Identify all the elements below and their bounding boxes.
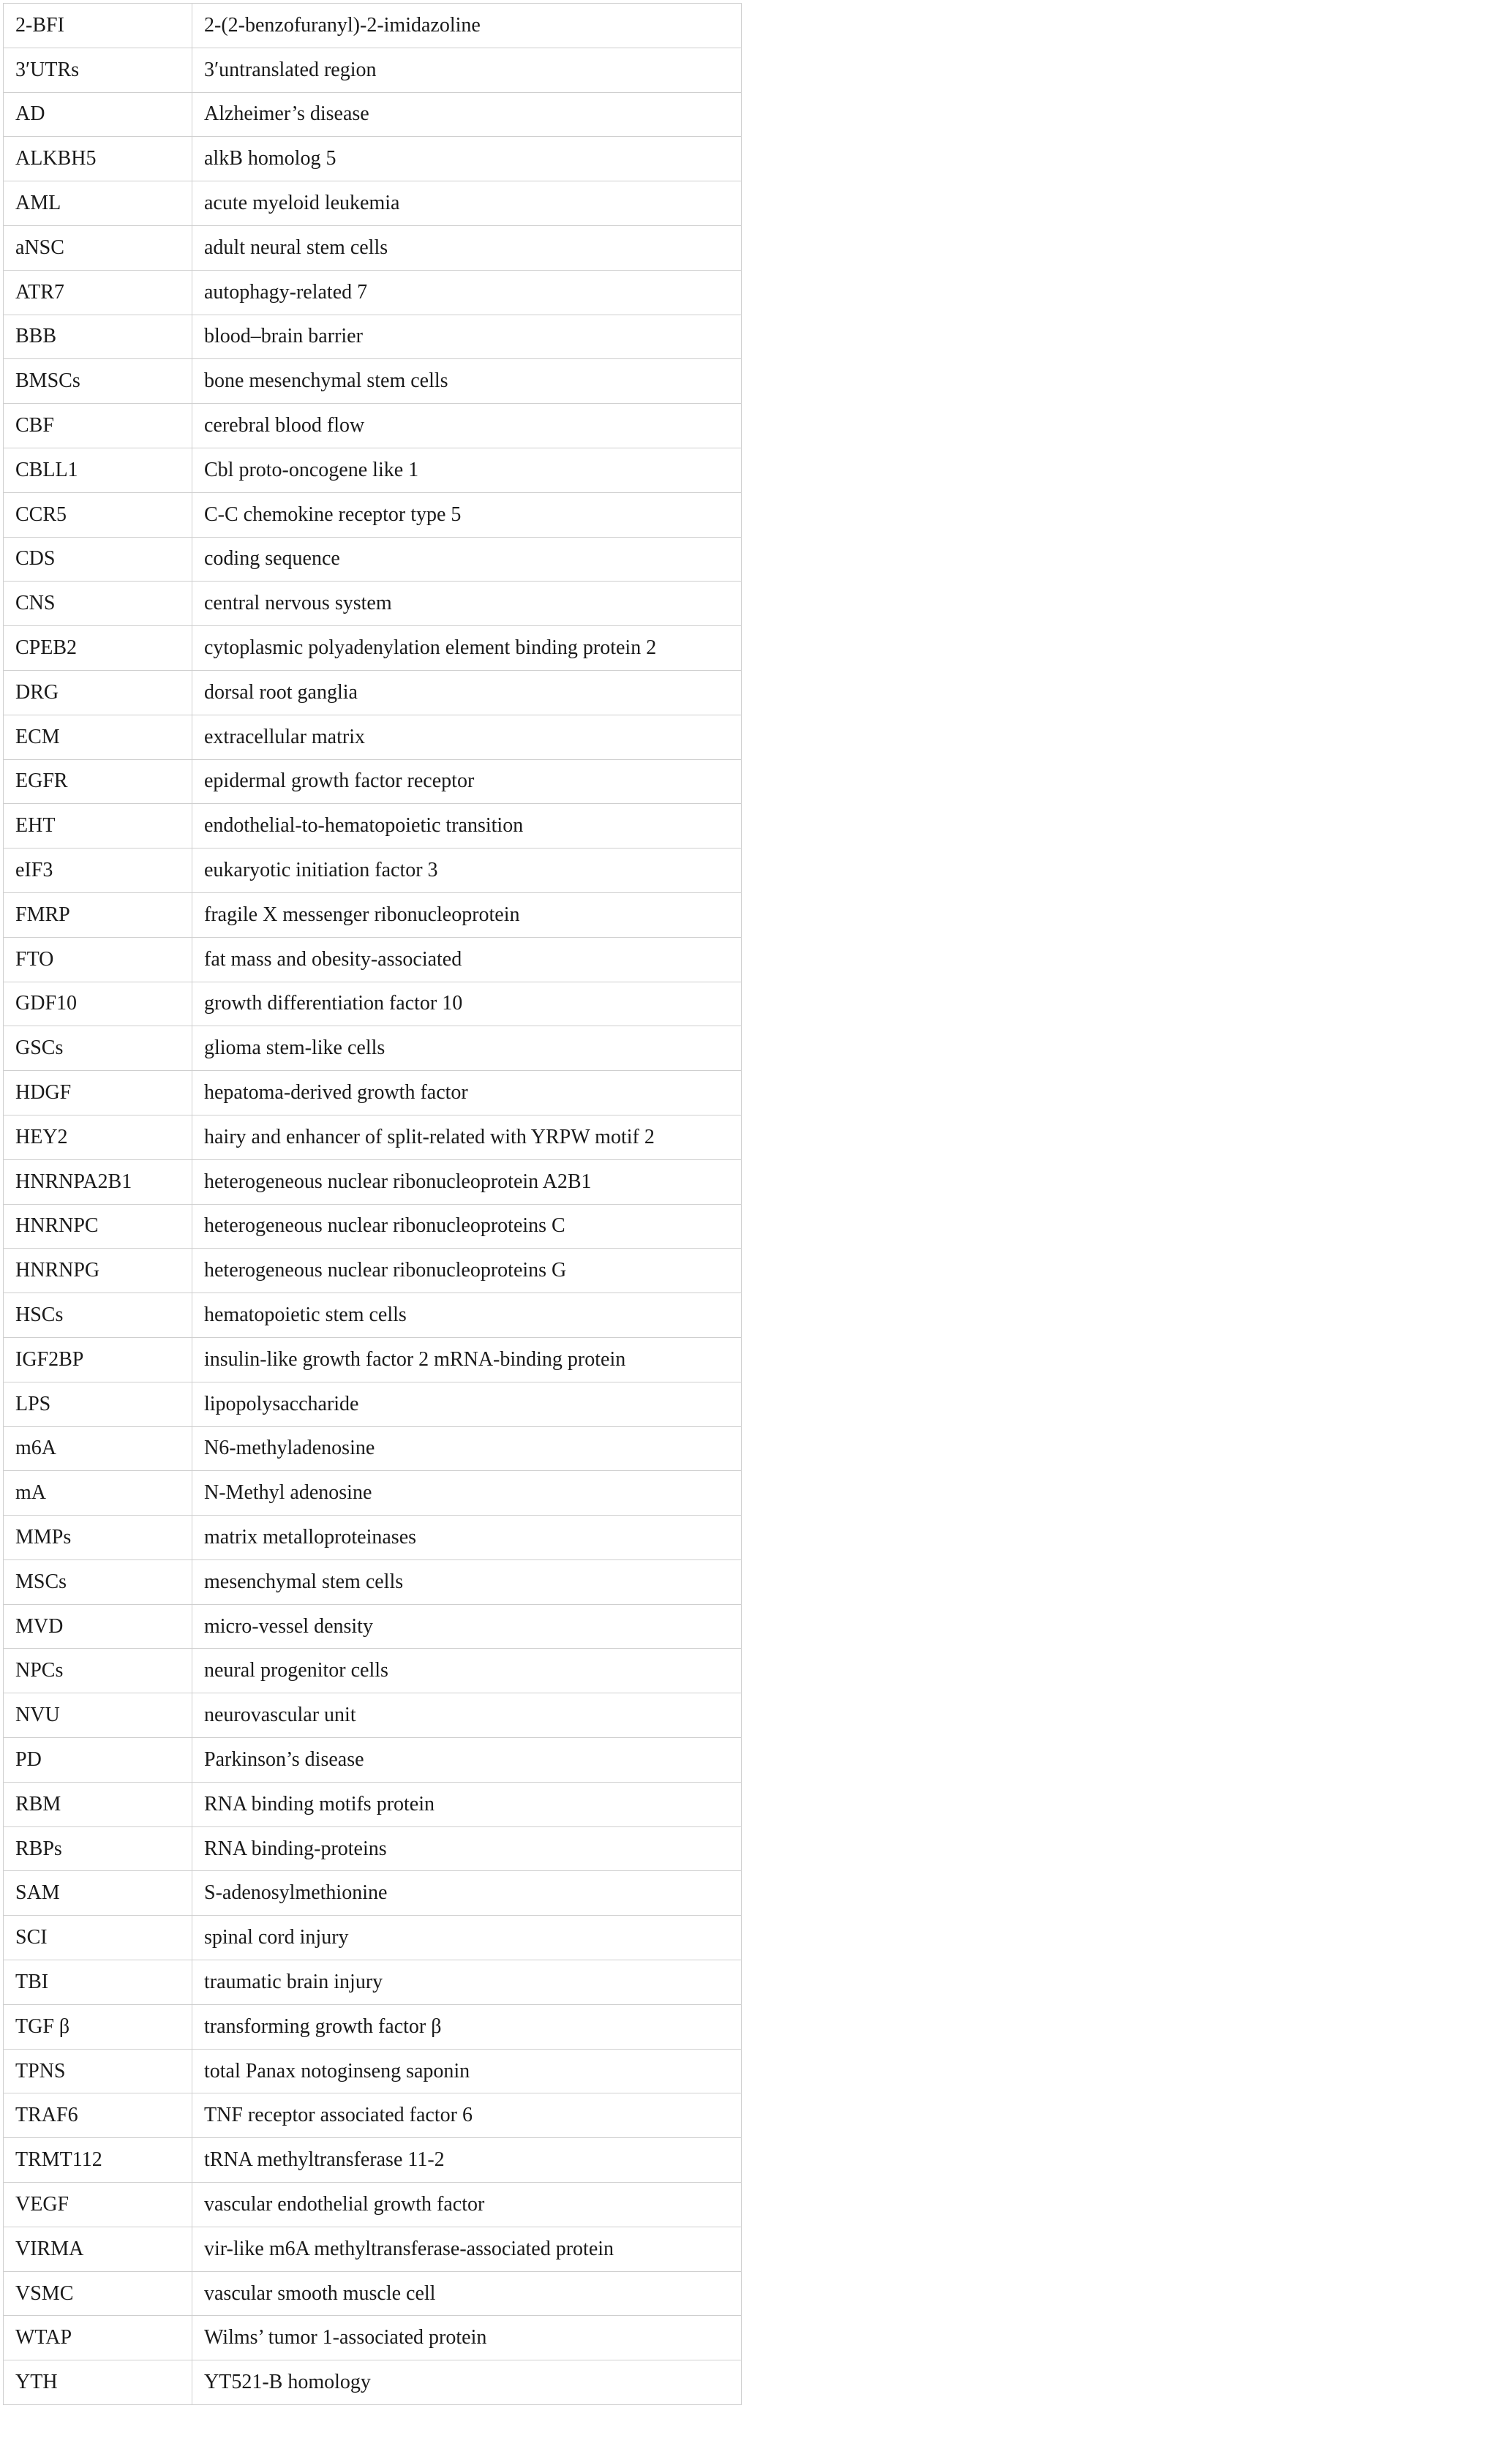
definition-cell: extracellular matrix (192, 715, 742, 759)
table-row (4, 1115, 742, 1159)
table-row (4, 1204, 742, 1249)
definition-cell: alkB homolog 5 (192, 137, 742, 181)
table-row (4, 1604, 742, 1649)
definition-cell: matrix metalloproteinases (192, 1516, 742, 1560)
definition-cell: heterogeneous nuclear ribonucleoprotein A2B1 (192, 1159, 742, 1204)
definition-cell: YT521-B homology (192, 2360, 742, 2405)
definition-cell: mesenchymal stem cells (192, 1559, 742, 1604)
definition-cell: insulin-like growth factor 2 mRNA-binding protein (192, 1337, 742, 1382)
definition-cell: dorsal root ganglia (192, 670, 742, 715)
table-row (4, 1471, 742, 1516)
table-row (4, 181, 742, 226)
abbreviation-cell: AD (4, 92, 192, 137)
definition-cell: traumatic brain injury (192, 1960, 742, 2005)
table-row (4, 1159, 742, 1204)
table-row (4, 1516, 742, 1560)
definition-cell: cerebral blood flow (192, 404, 742, 448)
abbreviation-cell: ECM (4, 715, 192, 759)
table-row (4, 1337, 742, 1382)
abbreviation-cell: TPNS (4, 2049, 192, 2093)
table-row (4, 1649, 742, 1693)
abbreviation-cell: YTH (4, 2360, 192, 2405)
abbreviation-cell: m6A (4, 1426, 192, 1471)
definition-cell: N-Methyl adenosine (192, 1471, 742, 1516)
definition-cell: tRNA methyltransferase 11-2 (192, 2138, 742, 2183)
abbreviation-cell: MSCs (4, 1559, 192, 1604)
definition-cell: Alzheimer’s disease (192, 92, 742, 137)
definition-cell: eukaryotic initiation factor 3 (192, 849, 742, 893)
table-row (4, 48, 742, 92)
abbreviation-cell: SAM (4, 1871, 192, 1916)
abbreviation-cell: NVU (4, 1693, 192, 1738)
abbreviation-cell: mA (4, 1471, 192, 1516)
definition-cell: hairy and enhancer of split-related with YRPW motif 2 (192, 1115, 742, 1159)
abbreviation-cell: eIF3 (4, 849, 192, 893)
abbreviation-cell: FMRP (4, 892, 192, 937)
definition-cell: cytoplasmic polyadenylation element binding protein 2 (192, 626, 742, 671)
table-row (4, 2183, 742, 2227)
table-row (4, 1382, 742, 1426)
definition-cell: vascular smooth muscle cell (192, 2271, 742, 2316)
table-row (4, 759, 742, 804)
table-row (4, 582, 742, 626)
abbreviation-cell: VIRMA (4, 2227, 192, 2271)
definition-cell: spinal cord injury (192, 1916, 742, 1960)
definition-cell: S-adenosylmethionine (192, 1871, 742, 1916)
definition-cell: lipopolysaccharide (192, 1382, 742, 1426)
definition-cell: micro-vessel density (192, 1604, 742, 1649)
definition-cell: total Panax notoginseng saponin (192, 2049, 742, 2093)
table-row (4, 137, 742, 181)
table-row (4, 626, 742, 671)
table-row (4, 1426, 742, 1471)
abbreviation-cell: MVD (4, 1604, 192, 1649)
table-row (4, 1916, 742, 1960)
abbreviation-cell: ALKBH5 (4, 137, 192, 181)
table-row (4, 2316, 742, 2360)
abbreviation-cell: TGF β (4, 2004, 192, 2049)
abbreviation-cell: CBLL1 (4, 448, 192, 492)
abbreviation-cell: CNS (4, 582, 192, 626)
table-row (4, 270, 742, 315)
abbreviation-table (3, 3, 742, 2405)
definition-cell: Parkinson’s disease (192, 1738, 742, 1783)
definition-cell: Wilms’ tumor 1-associated protein (192, 2316, 742, 2360)
table-row (4, 448, 742, 492)
table-row (4, 2271, 742, 2316)
definition-cell: N6-methyladenosine (192, 1426, 742, 1471)
table-row (4, 92, 742, 137)
table-row (4, 1871, 742, 1916)
abbreviation-cell: EGFR (4, 759, 192, 804)
definition-cell: heterogeneous nuclear ribonucleoproteins C (192, 1204, 742, 1249)
definition-cell: C-C chemokine receptor type 5 (192, 492, 742, 537)
abbreviation-cell: CDS (4, 537, 192, 582)
table-row (4, 1826, 742, 1871)
abbreviation-table-body (4, 4, 742, 2405)
definition-cell: epidermal growth factor receptor (192, 759, 742, 804)
abbreviation-cell: RBM (4, 1782, 192, 1826)
table-row (4, 4, 742, 48)
table-row (4, 1782, 742, 1826)
table-row (4, 2138, 742, 2183)
definition-cell: bone mesenchymal stem cells (192, 359, 742, 404)
definition-cell: vir-like m6A methyltransferase-associated protein (192, 2227, 742, 2271)
table-row (4, 715, 742, 759)
definition-cell: hepatoma-derived growth factor (192, 1071, 742, 1115)
abbreviation-cell: HSCs (4, 1293, 192, 1338)
table-row (4, 849, 742, 893)
abbreviation-cell: aNSC (4, 225, 192, 270)
table-row (4, 804, 742, 849)
abbreviation-cell: CBF (4, 404, 192, 448)
definition-cell: fragile X messenger ribonucleoprotein (192, 892, 742, 937)
definition-cell: autophagy-related 7 (192, 270, 742, 315)
abbreviation-cell: TRMT112 (4, 2138, 192, 2183)
abbreviation-cell: GDF10 (4, 982, 192, 1026)
definition-cell: glioma stem-like cells (192, 1026, 742, 1071)
definition-cell: Cbl proto-oncogene like 1 (192, 448, 742, 492)
definition-cell: growth differentiation factor 10 (192, 982, 742, 1026)
table-row (4, 315, 742, 359)
definition-cell: blood–brain barrier (192, 315, 742, 359)
definition-cell: central nervous system (192, 582, 742, 626)
table-row (4, 2049, 742, 2093)
table-row (4, 1693, 742, 1738)
abbreviation-cell: PD (4, 1738, 192, 1783)
abbreviation-cell: HEY2 (4, 1115, 192, 1159)
abbreviation-cell: HDGF (4, 1071, 192, 1115)
definition-cell: vascular endothelial growth factor (192, 2183, 742, 2227)
table-row (4, 1026, 742, 1071)
table-row (4, 670, 742, 715)
table-row (4, 892, 742, 937)
abbreviation-cell: EHT (4, 804, 192, 849)
abbreviation-cell: SCI (4, 1916, 192, 1960)
definition-cell: acute myeloid leukemia (192, 181, 742, 226)
abbreviation-cell: TRAF6 (4, 2093, 192, 2138)
table-row (4, 1071, 742, 1115)
abbreviation-cell: TBI (4, 1960, 192, 2005)
definition-cell: adult neural stem cells (192, 225, 742, 270)
table-row (4, 537, 742, 582)
abbreviation-cell: DRG (4, 670, 192, 715)
abbreviation-cell: IGF2BP (4, 1337, 192, 1382)
table-row (4, 404, 742, 448)
table-row (4, 937, 742, 982)
definition-cell: 2-(2-benzofuranyl)-2-imidazoline (192, 4, 742, 48)
definition-cell: RNA binding motifs protein (192, 1782, 742, 1826)
definition-cell: endothelial-to-hematopoietic transition (192, 804, 742, 849)
definition-cell: hematopoietic stem cells (192, 1293, 742, 1338)
table-row (4, 982, 742, 1026)
definition-cell: TNF receptor associated factor 6 (192, 2093, 742, 2138)
abbreviation-cell: LPS (4, 1382, 192, 1426)
table-row (4, 2227, 742, 2271)
table-row (4, 1293, 742, 1338)
table-row (4, 2093, 742, 2138)
abbreviation-cell: NPCs (4, 1649, 192, 1693)
abbreviation-cell: BMSCs (4, 359, 192, 404)
definition-cell: neurovascular unit (192, 1693, 742, 1738)
abbreviation-cell: AML (4, 181, 192, 226)
table-row (4, 1249, 742, 1293)
abbreviation-cell: ATR7 (4, 270, 192, 315)
abbreviation-cell: RBPs (4, 1826, 192, 1871)
table-row (4, 2004, 742, 2049)
abbreviation-cell: GSCs (4, 1026, 192, 1071)
abbreviation-cell: BBB (4, 315, 192, 359)
abbreviation-cell: MMPs (4, 1516, 192, 1560)
abbreviation-cell: HNRNPC (4, 1204, 192, 1249)
definition-cell: transforming growth factor β (192, 2004, 742, 2049)
definition-cell: coding sequence (192, 537, 742, 582)
abbreviation-cell: CPEB2 (4, 626, 192, 671)
definition-cell: 3′untranslated region (192, 48, 742, 92)
table-row (4, 1559, 742, 1604)
abbreviation-cell: FTO (4, 937, 192, 982)
table-row (4, 359, 742, 404)
table-row (4, 1960, 742, 2005)
table-row (4, 1738, 742, 1783)
abbreviation-cell: 3′UTRs (4, 48, 192, 92)
definition-cell: fat mass and obesity-associated (192, 937, 742, 982)
abbreviation-cell: VEGF (4, 2183, 192, 2227)
abbreviation-cell: 2-BFI (4, 4, 192, 48)
table-row (4, 225, 742, 270)
definition-cell: heterogeneous nuclear ribonucleoproteins G (192, 1249, 742, 1293)
abbreviation-cell: HNRNPG (4, 1249, 192, 1293)
abbreviation-cell: CCR5 (4, 492, 192, 537)
abbreviation-cell: VSMC (4, 2271, 192, 2316)
table-row (4, 2360, 742, 2405)
abbreviation-cell: HNRNPA2B1 (4, 1159, 192, 1204)
abbreviation-cell: WTAP (4, 2316, 192, 2360)
definition-cell: RNA binding-proteins (192, 1826, 742, 1871)
definition-cell: neural progenitor cells (192, 1649, 742, 1693)
table-row (4, 492, 742, 537)
